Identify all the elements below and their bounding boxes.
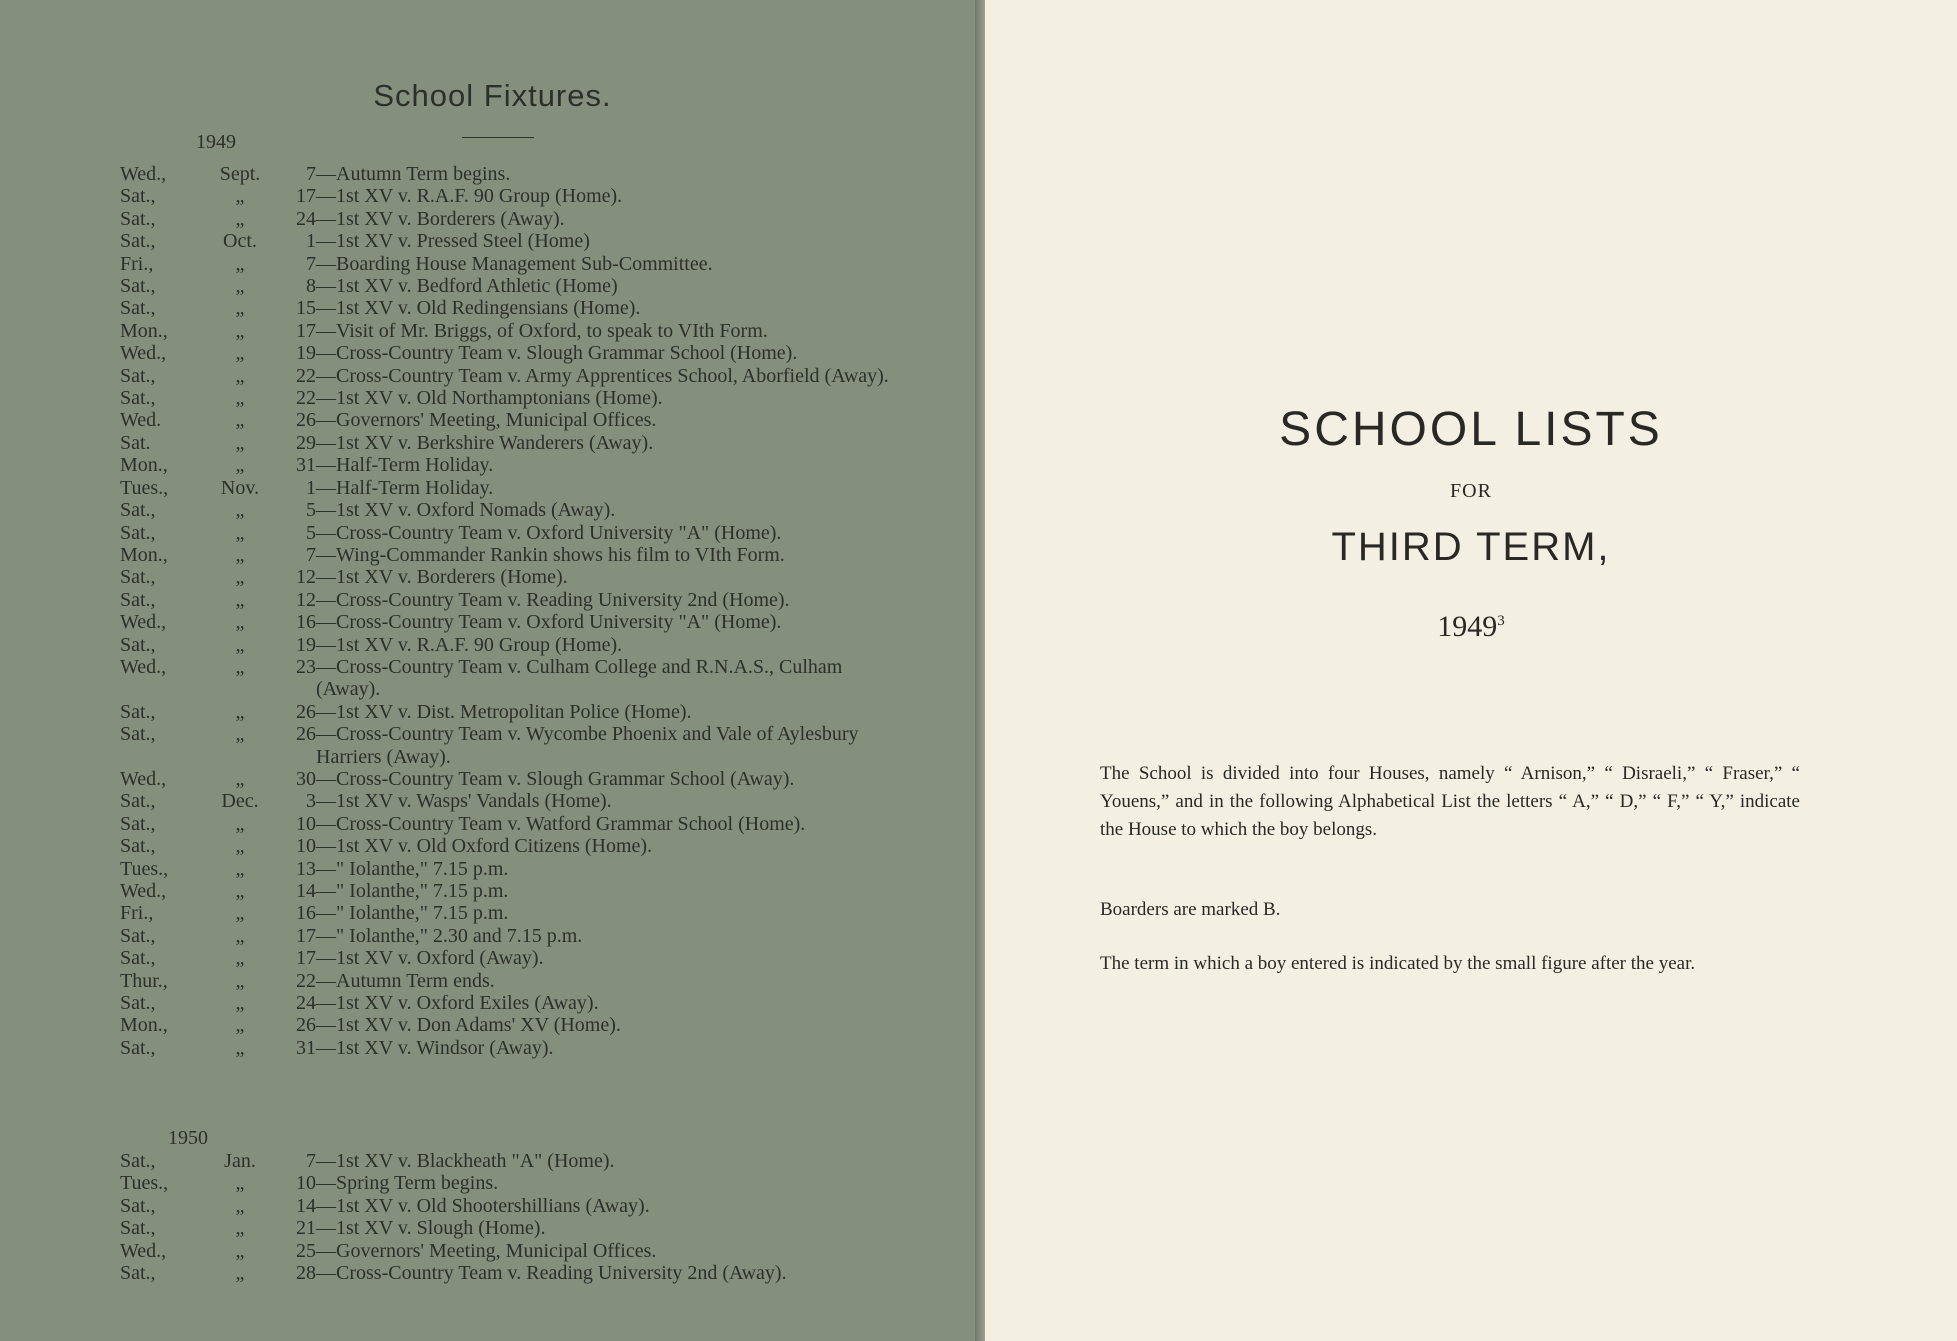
fixture-event: —Half-Term Holiday. bbox=[316, 476, 494, 499]
fixture-date: 19 bbox=[296, 342, 316, 365]
fixture-event: —Cross-Country Team v. Slough Grammar School (Home). bbox=[316, 342, 798, 365]
fixture-event: —1st XV v. Old Shootershillians (Away). bbox=[316, 1194, 650, 1217]
fixture-event: —1st XV v. Old Redingensians (Home). bbox=[316, 297, 641, 320]
fixture-event: —1st XV v. Oxford Exiles (Away). bbox=[316, 992, 599, 1015]
fixture-row bbox=[120, 813, 890, 835]
fixture-event: —Cross-Country Team v. Oxford University "A" (Home). bbox=[316, 611, 782, 634]
fixture-row bbox=[120, 723, 890, 768]
fixture-event: —1st XV v. Berkshire Wanderers (Away). bbox=[316, 431, 654, 454]
fixture-event: —1st XV v. Old Oxford Citizens (Home). bbox=[316, 835, 653, 858]
right-page-title bbox=[985, 0, 1957, 1341]
fixture-date: 7 bbox=[306, 543, 316, 566]
fixture-month: „ bbox=[235, 723, 245, 746]
fixture-date: 22 bbox=[296, 387, 316, 410]
fixture-date: 5 bbox=[306, 521, 316, 544]
fixture-event: —Cross-Country Team v. Oxford University "A" (Home). bbox=[316, 521, 782, 544]
fixture-row bbox=[120, 902, 890, 924]
fixture-row bbox=[120, 477, 890, 499]
fixture-month: „ bbox=[235, 1014, 245, 1037]
fixture-date: 10 bbox=[296, 812, 316, 835]
fixture-month: „ bbox=[235, 566, 245, 589]
fixture-row bbox=[120, 925, 890, 947]
fixture-day: Sat., bbox=[120, 1262, 156, 1285]
fixture-row bbox=[120, 185, 890, 207]
fixture-row bbox=[120, 320, 890, 342]
fixture-day: Sat., bbox=[120, 364, 156, 387]
fixture-event: —Governors' Meeting, Municipal Offices. bbox=[316, 1239, 657, 1262]
fixture-date: 14 bbox=[296, 1194, 316, 1217]
fixture-row bbox=[120, 499, 890, 521]
fixture-day: Sat., bbox=[120, 588, 156, 611]
fixture-day: Sat., bbox=[120, 633, 156, 656]
fixture-day: Wed., bbox=[120, 342, 167, 365]
fixture-day: Sat., bbox=[120, 1194, 156, 1217]
fixture-row bbox=[120, 656, 890, 701]
fixture-event: —1st XV v. Don Adams' XV (Home). bbox=[316, 1014, 621, 1037]
fixture-event: —1st XV v. Pressed Steel (Home) bbox=[316, 230, 590, 253]
year-heading-1949: 1949 bbox=[196, 131, 236, 153]
fixture-day: Sat., bbox=[120, 924, 156, 947]
fixture-month: Jan. bbox=[224, 1150, 256, 1172]
fixture-month: „ bbox=[235, 387, 245, 410]
fixture-date: 22 bbox=[296, 364, 316, 387]
fixture-row bbox=[120, 566, 890, 588]
fixture-month: „ bbox=[235, 633, 245, 656]
fixture-date: 8 bbox=[306, 275, 316, 298]
fixture-date: 7 bbox=[306, 252, 316, 275]
fixture-event: —Half-Term Holiday. bbox=[316, 454, 494, 477]
fixture-month: „ bbox=[235, 1194, 245, 1217]
fixture-day: Sat., bbox=[120, 835, 156, 858]
fixture-month: „ bbox=[235, 947, 245, 970]
fixture-date: 26 bbox=[296, 409, 316, 432]
fixture-event: —Cross-Country Team v. Reading University 2nd (Away). bbox=[316, 1262, 787, 1285]
fixture-month: Dec. bbox=[221, 790, 259, 813]
fixture-event: —Spring Term begins. bbox=[316, 1172, 499, 1195]
fixture-day: Sat., bbox=[120, 1036, 156, 1059]
fixture-month: „ bbox=[235, 902, 245, 925]
fixture-event: —" Iolanthe," 7.15 p.m. bbox=[316, 857, 509, 880]
fixture-month: „ bbox=[235, 409, 245, 432]
title-rule bbox=[462, 137, 534, 138]
fixture-date: 29 bbox=[296, 431, 316, 454]
fixture-event: —1st XV v. R.A.F. 90 Group (Home). bbox=[316, 185, 623, 208]
fixture-month: „ bbox=[235, 431, 245, 454]
fixture-row bbox=[120, 163, 890, 185]
fixture-date: 19 bbox=[296, 633, 316, 656]
fixture-day: Sat., bbox=[120, 1150, 156, 1172]
fixture-date: 26 bbox=[296, 700, 316, 723]
fixture-date: 26 bbox=[296, 1014, 316, 1037]
fixture-day: Tues., bbox=[120, 1172, 169, 1195]
fixture-month: „ bbox=[235, 521, 245, 544]
fixture-day: Sat., bbox=[120, 275, 156, 298]
fixture-day: Mon., bbox=[120, 543, 168, 566]
fixture-event: —Cross-Country Team v. Watford Grammar School (Home). bbox=[316, 812, 806, 835]
fixture-month: Sept. bbox=[219, 163, 261, 185]
fixture-day: Sat., bbox=[120, 185, 156, 208]
fixture-month: „ bbox=[235, 297, 245, 320]
fixture-day: Sat., bbox=[120, 230, 156, 253]
fixture-day: Sat., bbox=[120, 297, 156, 320]
fixture-month: „ bbox=[235, 454, 245, 477]
fixture-day: Sat., bbox=[120, 723, 156, 746]
fixture-day: Wed., bbox=[120, 655, 167, 678]
fixture-month: „ bbox=[235, 364, 245, 387]
fixture-row bbox=[120, 253, 890, 275]
fixture-day: Sat., bbox=[120, 387, 156, 410]
fixture-row bbox=[120, 858, 890, 880]
fixture-date: 13 bbox=[296, 857, 316, 880]
fixture-month: „ bbox=[235, 499, 245, 522]
fixture-date: 17 bbox=[296, 319, 316, 342]
fixture-event: —" Iolanthe," 7.15 p.m. bbox=[316, 880, 509, 902]
fixture-day: Wed., bbox=[120, 880, 167, 902]
fixture-month: „ bbox=[235, 1217, 245, 1240]
fixture-month: Oct. bbox=[223, 230, 257, 253]
fixture-event: —Wing-Commander Rankin shows his film to VIth Form. bbox=[316, 543, 785, 566]
fixture-month: „ bbox=[235, 1239, 245, 1262]
fixture-event: —Cross-Country Team v. Reading University 2nd (Home). bbox=[316, 588, 790, 611]
fixture-row bbox=[120, 1014, 890, 1036]
houses-paragraph: The School is divided into four Houses, namely “ Arnison,” “ Disraeli,” “ Fraser,” “ Youens,” and in the following Alphabetical List the letters “ A,” “ D,” “ F,” “ Y,” indicate the House to which the boy belongs. bbox=[1100, 763, 1800, 840]
fixture-event: —1st XV v. Old Northamptonians (Home). bbox=[316, 387, 663, 410]
fixture-day: Thur., bbox=[120, 969, 168, 992]
fixture-row bbox=[120, 208, 890, 230]
fixture-row bbox=[120, 634, 890, 656]
fixture-row bbox=[120, 1262, 890, 1284]
fixture-month: „ bbox=[235, 543, 245, 566]
fixture-event: —Autumn Term begins. bbox=[316, 163, 511, 185]
fixture-date: 14 bbox=[296, 880, 316, 902]
fixture-date: 30 bbox=[296, 767, 316, 790]
fixture-event: —1st XV v. R.A.F. 90 Group (Home). bbox=[316, 633, 623, 656]
fixture-day: Sat., bbox=[120, 947, 156, 970]
fixture-day: Fri., bbox=[120, 252, 154, 275]
fixture-day: Sat., bbox=[120, 812, 156, 835]
term-paragraph: The term in which a boy entered is indicated by the small figure after the year. bbox=[1100, 953, 1696, 974]
fixture-event: —Governors' Meeting, Municipal Offices. bbox=[316, 409, 657, 432]
year-text: 1949 bbox=[1437, 610, 1498, 643]
fixture-month: „ bbox=[235, 924, 245, 947]
fixture-day: Fri., bbox=[120, 902, 154, 925]
fixture-date: 10 bbox=[296, 835, 316, 858]
fixture-day: Wed., bbox=[120, 163, 167, 185]
fixtures-list-1949 bbox=[120, 163, 890, 1059]
fixture-event: —1st XV v. Windsor (Away). bbox=[316, 1036, 554, 1059]
fixture-day: Mon., bbox=[120, 454, 168, 477]
fixture-row bbox=[120, 230, 890, 252]
fixture-row bbox=[120, 297, 890, 319]
fixture-date: 31 bbox=[296, 1036, 316, 1059]
fixture-day: Sat. bbox=[120, 431, 151, 454]
fixture-day: Wed., bbox=[120, 1239, 167, 1262]
fixture-row bbox=[120, 409, 890, 431]
fixture-row bbox=[120, 880, 890, 902]
fixture-month: „ bbox=[235, 207, 245, 230]
fixture-date: 23 bbox=[296, 655, 316, 678]
fixture-day: Mon., bbox=[120, 1014, 168, 1037]
fixture-date: 17 bbox=[296, 947, 316, 970]
title-year bbox=[985, 610, 1957, 644]
fixture-date: 16 bbox=[296, 902, 316, 925]
fixture-date: 15 bbox=[296, 297, 316, 320]
fixture-row bbox=[120, 611, 890, 633]
fixture-date: 7 bbox=[306, 163, 316, 185]
fixture-row bbox=[120, 589, 890, 611]
fixture-day: Sat., bbox=[120, 499, 156, 522]
fixture-month: „ bbox=[235, 252, 245, 275]
fixture-row bbox=[120, 947, 890, 969]
fixture-month: „ bbox=[235, 835, 245, 858]
fixture-event: —Cross-Country Team v. Wycombe Phoenix and Vale of Aylesbury Harriers (Away). bbox=[316, 723, 859, 768]
fixture-date: 12 bbox=[296, 566, 316, 589]
fixture-date: 24 bbox=[296, 207, 316, 230]
fixture-date: 5 bbox=[306, 499, 316, 522]
fixture-date: 10 bbox=[296, 1172, 316, 1195]
fixture-event: —1st XV v. Borderers (Home). bbox=[316, 566, 568, 589]
boarders-paragraph: Boarders are marked B. bbox=[1100, 899, 1281, 920]
fixture-event: —Cross-Country Team v. Slough Grammar School (Away). bbox=[316, 767, 795, 790]
fixture-date: 21 bbox=[296, 1217, 316, 1240]
fixture-event: —Boarding House Management Sub-Committee. bbox=[316, 252, 713, 275]
fixture-row bbox=[120, 275, 890, 297]
fixture-row bbox=[120, 1037, 890, 1059]
fixture-month: „ bbox=[235, 1172, 245, 1195]
fixture-day: Sat., bbox=[120, 207, 156, 230]
fixture-row bbox=[120, 835, 890, 857]
fixture-row bbox=[120, 1195, 890, 1217]
fixture-day: Sat., bbox=[120, 790, 156, 813]
fixture-row bbox=[120, 544, 890, 566]
fixture-date: 28 bbox=[296, 1262, 316, 1285]
fixtures-title: School Fixtures. bbox=[373, 78, 612, 113]
fixture-day: Sat., bbox=[120, 992, 156, 1015]
fixture-row bbox=[120, 992, 890, 1014]
fixture-month: „ bbox=[235, 185, 245, 208]
fixture-day: Wed. bbox=[120, 409, 162, 432]
fixture-event: —1st XV v. Slough (Home). bbox=[316, 1217, 546, 1240]
fixture-date: 1 bbox=[306, 476, 316, 499]
fixture-row bbox=[120, 432, 890, 454]
fixture-month: Nov. bbox=[220, 476, 260, 499]
fixture-row bbox=[120, 1150, 890, 1172]
fixtures-list-1950 bbox=[120, 1150, 890, 1284]
fixture-month: „ bbox=[235, 655, 245, 678]
fixture-event: —1st XV v. Oxford Nomads (Away). bbox=[316, 499, 616, 522]
fixture-month: „ bbox=[235, 812, 245, 835]
fixture-day: Wed., bbox=[120, 767, 167, 790]
fixture-row bbox=[120, 522, 890, 544]
fixture-month: „ bbox=[235, 767, 245, 790]
fixture-date: 3 bbox=[306, 790, 316, 813]
fixture-month: „ bbox=[235, 588, 245, 611]
fixture-row bbox=[120, 387, 890, 409]
fixture-row bbox=[120, 1240, 890, 1262]
fixture-day: Sat., bbox=[120, 521, 156, 544]
fixture-month: „ bbox=[235, 969, 245, 992]
fixture-month: „ bbox=[235, 880, 245, 902]
fixture-day: Mon., bbox=[120, 319, 168, 342]
fixture-row bbox=[120, 454, 890, 476]
fixture-event: —1st XV v. Oxford (Away). bbox=[316, 947, 544, 970]
fixture-row bbox=[120, 970, 890, 992]
fixture-month: „ bbox=[235, 319, 245, 342]
fixture-month: „ bbox=[235, 857, 245, 880]
fixture-date: 24 bbox=[296, 992, 316, 1015]
fixture-day: Sat., bbox=[120, 566, 156, 589]
fixture-event: —Visit of Mr. Briggs, of Oxford, to speak to VIth Form. bbox=[316, 319, 768, 342]
fixture-month: „ bbox=[235, 342, 245, 365]
fixture-row bbox=[120, 342, 890, 364]
fixture-event: —1st XV v. Dist. Metropolitan Police (Home). bbox=[316, 700, 692, 723]
fixture-event: —1st XV v. Blackheath "A" (Home). bbox=[316, 1150, 615, 1172]
fixture-date: 25 bbox=[296, 1239, 316, 1262]
fixture-month: „ bbox=[235, 275, 245, 298]
fixture-month: „ bbox=[235, 700, 245, 723]
year-term-superscript: 3 bbox=[1497, 613, 1505, 629]
fixture-event: —1st XV v. Wasps' Vandals (Home). bbox=[316, 790, 612, 813]
fixture-date: 12 bbox=[296, 588, 316, 611]
fixture-event: —1st XV v. Bedford Athletic (Home) bbox=[316, 275, 618, 298]
fixture-date: 17 bbox=[296, 185, 316, 208]
fixture-event: —Cross-Country Team v. Culham College and R.N.A.S., Culham (Away). bbox=[316, 655, 843, 701]
fixture-row bbox=[120, 1217, 890, 1239]
for-label: FOR bbox=[1450, 480, 1492, 502]
fixture-date: 26 bbox=[296, 723, 316, 746]
school-lists-title: SCHOOL LISTS bbox=[1279, 403, 1663, 456]
fixture-date: 17 bbox=[296, 924, 316, 947]
fixture-day: Sat., bbox=[120, 1217, 156, 1240]
fixture-row bbox=[120, 701, 890, 723]
fixture-event: —Cross-Country Team v. Army Apprentices School, Aborfield (Away). bbox=[316, 364, 889, 387]
fixture-date: 1 bbox=[306, 230, 316, 253]
fixture-date: 7 bbox=[306, 1150, 316, 1172]
fixture-event: —Autumn Term ends. bbox=[316, 969, 495, 992]
fixture-day: Wed., bbox=[120, 611, 167, 634]
fixture-day: Sat., bbox=[120, 700, 156, 723]
fixture-event: —" Iolanthe," 7.15 p.m. bbox=[316, 902, 509, 925]
fixture-date: 22 bbox=[296, 969, 316, 992]
fixture-day: Tues., bbox=[120, 476, 169, 499]
fixture-month: „ bbox=[235, 1262, 245, 1285]
fixture-row bbox=[120, 790, 890, 812]
year-heading-1950: 1950 bbox=[168, 1127, 208, 1149]
fixture-row bbox=[120, 1172, 890, 1194]
fixture-date: 16 bbox=[296, 611, 316, 634]
fixture-row bbox=[120, 365, 890, 387]
fixture-row bbox=[120, 768, 890, 790]
fixture-day: Tues., bbox=[120, 857, 169, 880]
fixture-month: „ bbox=[235, 611, 245, 634]
fixture-month: „ bbox=[235, 992, 245, 1015]
third-term-title: THIRD TERM, bbox=[1331, 525, 1611, 569]
fixture-event: —" Iolanthe," 2.30 and 7.15 p.m. bbox=[316, 924, 583, 947]
fixture-month: „ bbox=[235, 1036, 245, 1059]
fixture-event: —1st XV v. Borderers (Away). bbox=[316, 207, 565, 230]
fixture-date: 31 bbox=[296, 454, 316, 477]
